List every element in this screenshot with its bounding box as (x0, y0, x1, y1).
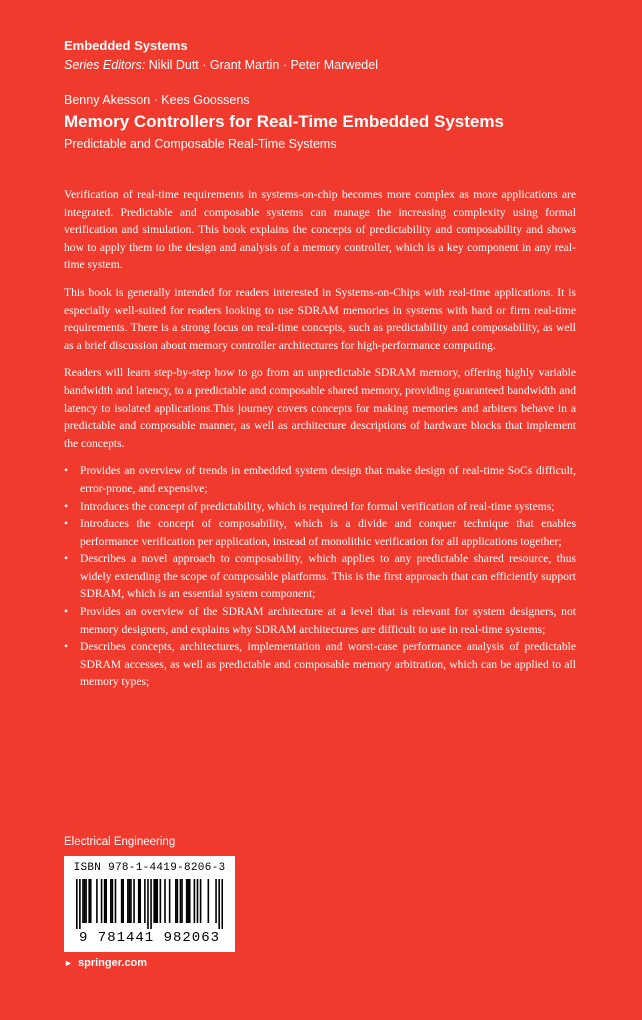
barcode-bar (155, 879, 157, 923)
bullet-icon: • (64, 605, 69, 619)
list-item-text: Describes a novel approach to composability, which applies to any predictable shared resource, thus widely extending the scope of composable platforms. This is the first approach that can efficiently support SDRAM, which is an essential system component; (80, 552, 576, 601)
bullet-icon: • (64, 499, 69, 513)
paragraph: Readers will learn step-by-step how to go from an unpredictable SDRAM memory, offering highly variable bandwidth and latency, to a predictable and composable shared memory, providing guaranteed bandwidth and latency to isolated applications.This journey covers concepts for making memories and arbiters behave in a predictable and composable manner, as well as architecture descriptions of hardware blocks that implement the concepts. (64, 366, 576, 450)
bullet-icon: • (64, 552, 69, 566)
barcode-bar (88, 879, 90, 923)
barcode-bar (90, 879, 92, 923)
list-item (64, 462, 576, 497)
list-item (64, 638, 576, 691)
barcode-bar (164, 879, 166, 923)
barcode-bar (181, 879, 183, 923)
isbn-barcode (64, 856, 235, 952)
barcode-icon (76, 879, 223, 929)
list-item-text: Introduces the concept of composability, which is a divide and conquer technique that enables performance verification per application, instead of monolithic verification for all applications together; (80, 517, 576, 548)
book-subtitle: Predictable and Composable Real-Time Systems (64, 137, 337, 151)
barcode-bar (139, 879, 141, 923)
barcode-bar (208, 879, 210, 923)
isbn-label: ISBN 978-1-4419-8206-3 (73, 862, 226, 874)
barcode-bar (186, 879, 188, 923)
barcode-bar (110, 879, 112, 923)
list-item (64, 550, 576, 603)
barcode-bar (122, 879, 124, 923)
series-title: Embedded Systems (64, 38, 188, 53)
barcode-number: 9 781441 982063 (78, 930, 221, 946)
publisher[interactable] (64, 957, 147, 969)
barcode-bar (156, 879, 158, 923)
barcode-bar (194, 879, 196, 923)
barcode-bar (101, 879, 103, 923)
barcode-bar (215, 879, 217, 923)
list-item-text: Provides an overview of trends in embedded system design that make design of real-time SoCs difficult, error-prone, and expensive; (80, 464, 576, 495)
barcode-bar (105, 879, 107, 923)
bullet-icon: • (64, 464, 69, 478)
paragraph: Verification of real-time requirements in systems-on-chip becomes more complex as more applications are integrated. Predictable and composable systems can manage the increasing complexity using formal verification and simulation. This book explains the concepts of predictability and composability and shows how to apply them to the design and analysis of a memory controller, which is a key component in any real-time system. (64, 188, 576, 272)
barcode-bar (129, 879, 131, 923)
list-item (64, 498, 576, 516)
barcode-bar (133, 879, 135, 923)
bullet-icon: • (64, 517, 69, 531)
book-authors: Benny Akesson · Kees Goossens (64, 93, 250, 107)
list-item-text: Provides an overview of the SDRAM architecture at a level that is relevant for system designers, not memory designers, and explains why SDRAM architectures are difficult to use in real-time systems; (80, 605, 576, 636)
barcode-bar (169, 879, 171, 923)
barcode-bar (138, 879, 140, 923)
barcode-bar (127, 879, 129, 923)
barcode-bar (221, 879, 223, 929)
barcode-bar (85, 879, 87, 923)
barcode-bar (76, 879, 78, 929)
series-editors-names: Nikil Dutt · Grant Martin · Peter Marwedel (148, 58, 378, 72)
arrow-icon: ► (64, 958, 73, 968)
list-item (64, 515, 576, 550)
series-editors (64, 58, 378, 72)
barcode-bar (130, 879, 132, 923)
series-editors-label: Series Editors: (64, 58, 146, 72)
barcode-bar (187, 879, 189, 923)
list-item-text: Describes concepts, architectures, implementation and worst-case performance analysis of predictable SDRAM accesses, as well as predictable and composable memory arbitration, which can be applied to all memory types; (80, 640, 576, 689)
feature-list (64, 462, 576, 691)
barcode-bar (153, 879, 155, 923)
barcode-bar (175, 879, 177, 923)
paragraph: This book is generally intended for readers interested in Systems-on-Chips with real-time applications. It is especially well-suited for readers looking to use SDRAM memories in systems with hard or firm real-time requirements. There is a strong focus on real-time concepts, such as predictability and composability, as well as a brief discussion about memory controller architectures for high-performance computing. (64, 285, 576, 352)
back-cover-text (64, 186, 576, 691)
barcode-bar (150, 879, 152, 929)
barcode-bar (197, 879, 199, 923)
barcode-bar (112, 879, 114, 923)
book-title: Memory Controllers for Real-Time Embedded Systems (64, 112, 504, 131)
barcode-bar (147, 879, 149, 929)
barcode-bar (84, 879, 86, 923)
barcode-bar (79, 879, 81, 929)
list-item (64, 603, 576, 638)
barcode-bar (218, 879, 220, 929)
barcode-bar (160, 879, 162, 923)
barcode-bar (180, 879, 182, 923)
publisher-link[interactable]: springer.com (77, 957, 148, 969)
bullet-icon: • (64, 640, 69, 654)
barcode-bar (115, 879, 117, 923)
barcode-bar (189, 879, 191, 923)
barcode-bar (121, 879, 123, 923)
barcode-bar (104, 879, 106, 923)
barcode-bar (96, 879, 98, 923)
barcode-bar (82, 879, 84, 923)
barcode-bar (144, 879, 146, 923)
barcode-bar (177, 879, 179, 923)
barcode-bar (200, 879, 202, 923)
subject-category: Electrical Engineering (64, 836, 176, 848)
list-item-text: Introduces the concept of predictability, which is required for formal verification of real-time systems; (80, 499, 555, 513)
